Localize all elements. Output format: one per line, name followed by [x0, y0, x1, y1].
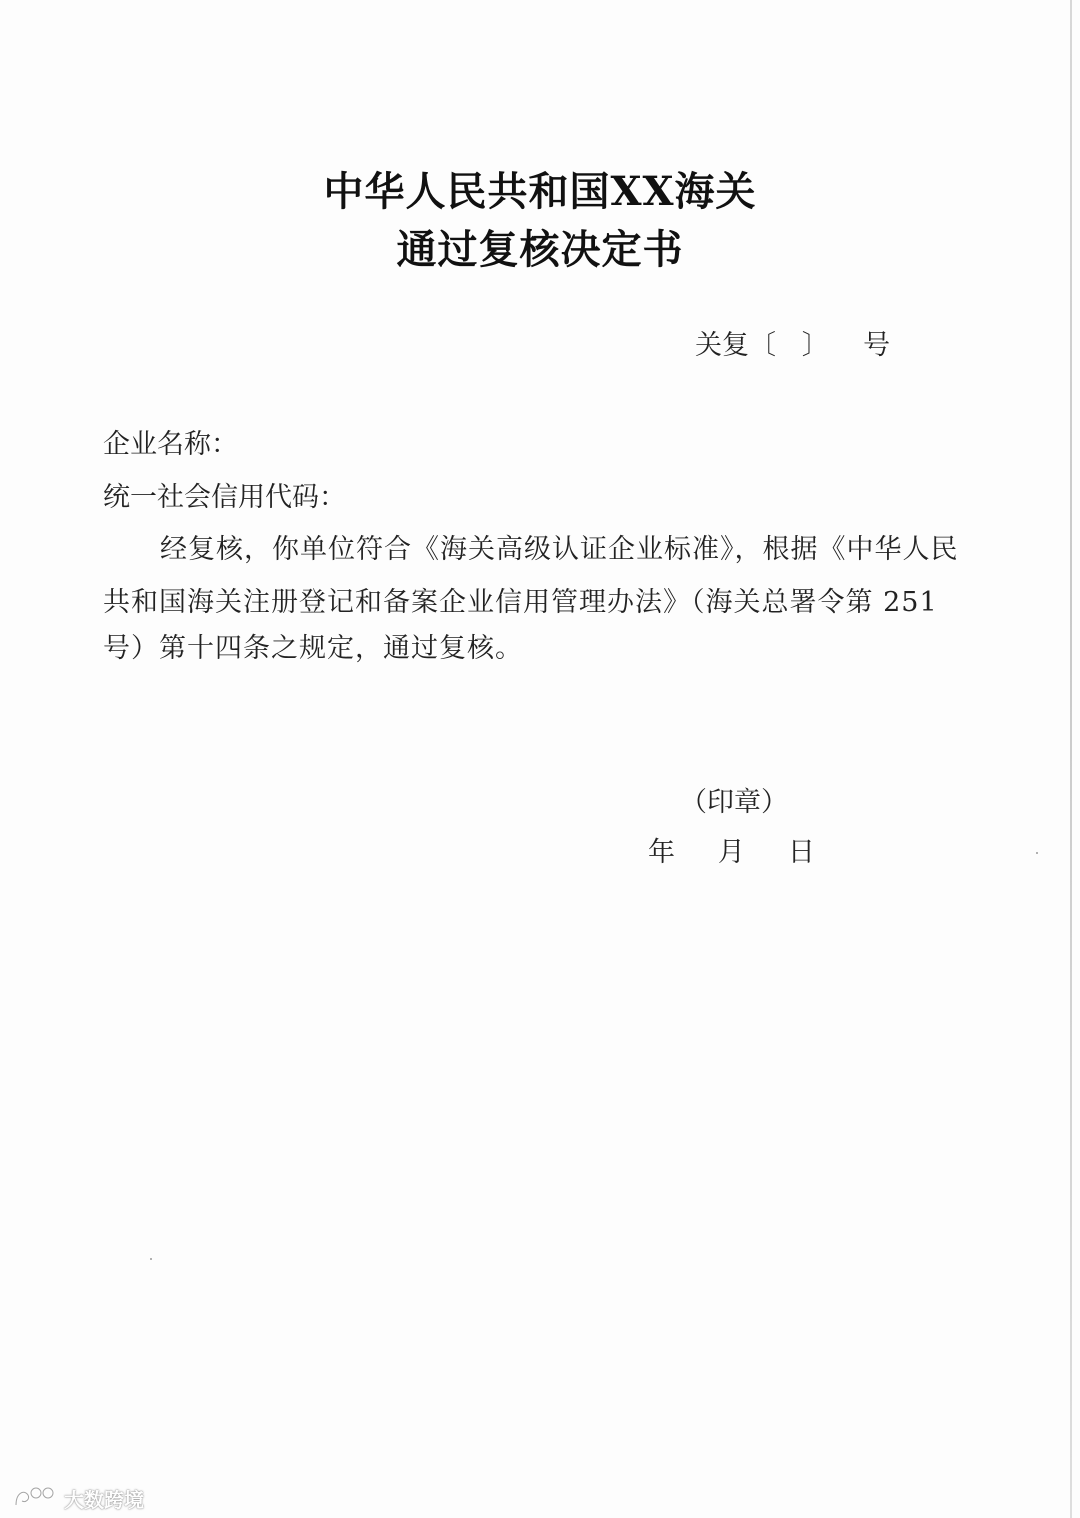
scan-speck: [150, 1258, 152, 1260]
watermark: [12, 1483, 144, 1513]
body-text-line1: 经复核，你单位符合《海关高级认证企业标准》，根据《中华人民: [160, 534, 959, 565]
document-number: 关复〔 〕 号: [695, 330, 891, 361]
body-text-line3: 号）第十四条之规定，通过复核。: [103, 633, 523, 664]
brand-logo-icon: [12, 1485, 58, 1511]
document-title-line1: 中华人民共和国XX海关: [323, 168, 757, 215]
date-line: 年 月 日: [648, 837, 815, 868]
company-name-label: 企业名称：: [103, 429, 238, 460]
document-title-line2: 通过复核决定书: [396, 226, 684, 273]
scan-speck: [1036, 852, 1038, 854]
credit-code-label: 统一社会信用代码：: [103, 482, 346, 513]
body-text-line2: 共和国海关注册登记和备案企业信用管理办法》（海关总署令第 251: [103, 587, 938, 618]
seal-placeholder: （印章）: [680, 787, 788, 818]
watermark-text: 大数跨境: [64, 1487, 144, 1512]
